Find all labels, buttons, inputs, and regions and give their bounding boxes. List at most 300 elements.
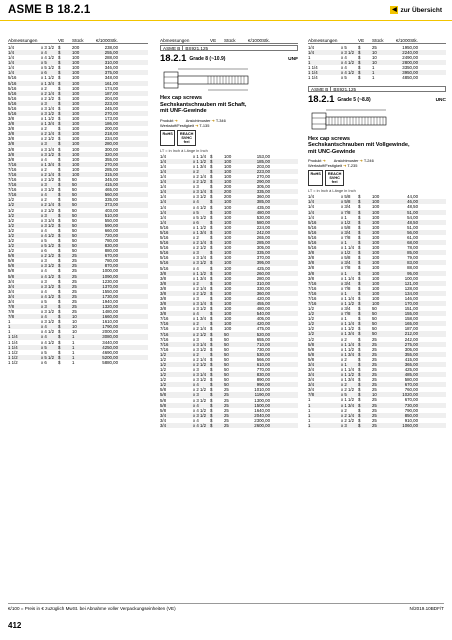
dim-length: x 4 1/2 — [41, 293, 55, 299]
dim-diameter: 3/8 — [8, 121, 15, 127]
price-column-2 — [160, 38, 298, 428]
header-dimensions: Abmessungen — [8, 38, 38, 43]
ve-symbol: $ — [58, 116, 61, 122]
dim-length: x 2 1/2 — [341, 387, 355, 393]
dim-length: x 3/4 — [341, 229, 351, 235]
dim-diameter: 1 — [308, 397, 311, 403]
price: 760,00 — [404, 387, 418, 393]
ve-symbol: $ — [358, 234, 361, 240]
dim-diameter: 1 — [308, 422, 311, 428]
price: 212,00 — [404, 331, 418, 337]
ve-quantity: 100 — [372, 285, 380, 291]
dim-diameter: 3/4 — [8, 278, 15, 284]
ve-quantity: 100 — [72, 136, 80, 142]
price: 3440,00 — [102, 339, 118, 345]
ve-symbol: $ — [358, 346, 361, 352]
dim-length: x 1 3/4 — [193, 316, 207, 322]
standard-tag — [308, 86, 446, 92]
ve-quantity: 100 — [224, 311, 232, 317]
ve-quantity: 100 — [372, 270, 380, 276]
dim-length: x 3 — [193, 392, 199, 398]
dim-length: x 5 1/2 — [41, 65, 55, 71]
desc-line-1: Hex cap screws — [308, 135, 350, 142]
ve-symbol: $ — [58, 268, 61, 274]
ve-quantity: 10 — [72, 314, 77, 320]
ve-quantity: 100 — [72, 111, 80, 117]
back-to-overview-link[interactable] — [390, 6, 442, 14]
dim-length: x 5/8 — [341, 199, 351, 205]
ve-quantity: 100 — [224, 290, 232, 296]
table-row — [160, 423, 298, 428]
price: 670,00 — [404, 382, 418, 388]
material-link[interactable]: Produkt ➜ — [160, 117, 178, 123]
dim-diameter: 5/8 — [308, 351, 315, 357]
price: 187,00 — [104, 90, 118, 96]
dim-length: x 2 1/4 — [41, 171, 55, 177]
ve-symbol: $ — [58, 151, 61, 157]
dim-diameter: 1/4 — [160, 204, 167, 210]
ve-symbol: $ — [358, 387, 361, 393]
ve-symbol: $ — [358, 412, 361, 418]
column-header — [308, 38, 446, 44]
dim-length: x 7/8 — [341, 311, 351, 317]
dim-diameter: 1/4 — [8, 70, 15, 76]
ve-quantity: 100 — [72, 126, 80, 132]
ve-quantity: 100 — [72, 50, 80, 56]
price: 330,00 — [256, 285, 270, 291]
dim-diameter: 1/2 — [160, 367, 167, 373]
ve-quantity: 50 — [72, 243, 77, 249]
price: 540,00 — [256, 311, 270, 317]
ve-symbol: $ — [358, 372, 361, 378]
ve-symbol: $ — [210, 270, 213, 276]
dim-length: x 2 — [193, 321, 199, 327]
ve-quantity: 50 — [224, 336, 229, 342]
price: 510,00 — [104, 212, 118, 218]
dim-diameter: 1/2 — [8, 243, 15, 249]
ve-quantity: 100 — [224, 295, 232, 301]
ve-symbol: $ — [58, 324, 61, 330]
ve-symbol: $ — [358, 255, 361, 261]
price: 345,00 — [104, 177, 118, 183]
ve-quantity: 100 — [372, 199, 380, 205]
price: 310,00 — [104, 60, 118, 66]
ve-symbol: $ — [358, 366, 361, 372]
price: 365,00 — [404, 361, 418, 367]
ve-quantity: 100 — [372, 255, 380, 261]
dim-diameter: 3/8 — [308, 255, 315, 261]
dim-diameter: 5/16 — [8, 95, 17, 101]
dim-diameter: 3/8 — [160, 285, 167, 291]
price: 480,00 — [256, 306, 270, 312]
dim-diameter: 7/16 — [8, 166, 17, 172]
price: 1550,00 — [102, 288, 118, 294]
dim-diameter: 3/8 — [160, 275, 167, 281]
ve-symbol: $ — [210, 311, 213, 317]
price: 270,00 — [104, 161, 118, 167]
ve-symbol: $ — [58, 75, 61, 81]
dim-diameter: 1/2 — [308, 331, 315, 337]
desc-line-2: Sechskantschrauben mit Schaft, — [160, 101, 247, 108]
ve-symbol: $ — [58, 344, 61, 350]
ve-symbol: $ — [58, 309, 61, 315]
dim-length: x 1 — [341, 290, 347, 296]
ve-quantity: 25 — [372, 412, 377, 418]
price: 56,00 — [407, 229, 418, 235]
ve-symbol: $ — [358, 65, 361, 71]
ve-quantity: 200 — [224, 189, 232, 195]
dim-diameter: 1 1/2 — [8, 354, 18, 360]
dim-length: x 3 1/2 — [41, 222, 55, 228]
ve-quantity: 100 — [72, 171, 80, 177]
dim-diameter: 1/4 — [160, 184, 167, 190]
dim-diameter: 1 1/4 — [8, 334, 18, 340]
dim-diameter: 1/2 — [160, 351, 167, 357]
dim-length: x 4 1/2 — [341, 60, 355, 66]
price: 5880,00 — [102, 359, 118, 365]
page-footer — [8, 603, 444, 611]
ve-symbol: $ — [58, 349, 61, 355]
dim-length: x 3 — [41, 212, 47, 218]
ve-quantity: 100 — [224, 321, 232, 327]
dim-diameter: 3/4 — [308, 361, 315, 367]
dim-diameter: 3/8 — [8, 116, 15, 122]
dim-length: x 3 1/4 — [41, 217, 55, 223]
dim-diameter: 5/16 — [308, 229, 317, 235]
price: 530,00 — [256, 351, 270, 357]
ve-symbol: $ — [210, 295, 213, 301]
strength-link[interactable]: Werkstoff/Festigkeit ➜ T-135 — [160, 122, 210, 128]
dim-diameter: 1/2 — [8, 217, 15, 223]
price: 1320,00 — [102, 303, 118, 309]
price: 385,00 — [256, 199, 270, 205]
dim-length: x 1 1/4 — [193, 153, 207, 159]
dim-diameter: 3/4 — [8, 288, 15, 294]
ve-symbol: $ — [58, 334, 61, 340]
ve-symbol: $ — [358, 290, 361, 296]
price: 3350,00 — [402, 65, 418, 71]
dim-diameter: 1/2 — [8, 207, 15, 213]
dim-diameter: 5/16 — [308, 245, 317, 251]
ve-quantity: 100 — [72, 75, 80, 81]
dim-diameter: 1/4 — [160, 158, 167, 164]
sample-link[interactable]: Ansichtmuster ➜ T-246 — [333, 158, 374, 164]
price: 1190,00 — [254, 392, 270, 398]
dim-diameter: 3/8 — [160, 306, 167, 312]
ve-quantity: 10 — [72, 319, 77, 325]
ve-quantity: 100 — [372, 234, 380, 240]
ve-quantity: 50 — [72, 217, 77, 223]
ve-symbol: $ — [58, 171, 61, 177]
ve-symbol: $ — [210, 179, 213, 185]
dim-length: x 5 — [41, 237, 47, 243]
ve-quantity: 25 — [224, 397, 229, 403]
dim-length: x 3 1/2 — [41, 151, 55, 157]
dim-diameter: 3/4 — [160, 422, 167, 428]
price: 290,00 — [256, 179, 270, 185]
dim-length: x 1 1/4 — [341, 321, 355, 327]
ve-quantity: 50 — [72, 232, 77, 238]
dim-diameter: 7/16 — [308, 300, 317, 306]
length-note: LT = in Inch à Länge in Inch — [160, 147, 208, 153]
reach-badge: REACH SVHC frei — [177, 130, 196, 146]
dim-length: x 3 — [193, 367, 199, 373]
ve-quantity: 100 — [72, 161, 80, 167]
ve-symbol: $ — [358, 265, 361, 271]
ve-quantity: 100 — [224, 174, 232, 180]
price: 880,00 — [104, 248, 118, 254]
dim-diameter: 1/2 — [308, 316, 315, 322]
dim-diameter: 7/16 — [8, 161, 17, 167]
ve-symbol: $ — [58, 212, 61, 218]
strength-link[interactable]: Werkstoff/Festigkeit ➜ T-235 — [308, 163, 358, 169]
ve-symbol: $ — [358, 392, 361, 398]
dim-diameter: 3/8 — [160, 290, 167, 296]
ve-symbol: $ — [358, 300, 361, 306]
dim-diameter: 3/8 — [308, 250, 315, 256]
dim-length: x 1 1/2 — [341, 326, 355, 332]
dim-length: x 3 1/4 — [41, 146, 55, 152]
dim-diameter: 1 1/4 — [8, 339, 18, 345]
price: 223,00 — [256, 169, 270, 175]
ve-quantity: 100 — [224, 235, 232, 241]
ve-symbol: $ — [58, 197, 61, 203]
price: 730,00 — [256, 346, 270, 352]
price-table-1 — [8, 45, 148, 365]
dim-length: x 7/8 — [341, 234, 351, 240]
ve-quantity: 50 — [72, 182, 77, 188]
ve-quantity: 50 — [224, 356, 229, 362]
ve-quantity: 100 — [372, 260, 380, 266]
dim-length: x 4 — [41, 334, 47, 340]
dim-diameter: 3/4 — [8, 293, 15, 299]
dim-diameter: 1/4 — [8, 55, 15, 61]
ve-quantity: 25 — [372, 361, 377, 367]
ve-quantity: 100 — [372, 280, 380, 286]
header-unit: Stück — [372, 38, 384, 43]
ve-quantity: 25 — [224, 407, 229, 413]
ve-quantity: 100 — [224, 260, 232, 266]
dim-diameter: 5/16 — [308, 234, 317, 240]
ve-symbol: $ — [58, 288, 61, 294]
dim-length: x 1 — [341, 316, 347, 322]
ve-symbol: $ — [358, 219, 361, 225]
dim-diameter: 1/2 — [308, 311, 315, 317]
price: 186,00 — [104, 121, 118, 127]
dim-length: x 2 — [41, 197, 47, 203]
ve-quantity: 25 — [372, 45, 377, 50]
sample-link[interactable]: Ansichtmuster ➜ T-346 — [185, 117, 226, 123]
price: 2240,00 — [402, 50, 418, 56]
ve-quantity: 100 — [224, 158, 232, 164]
dim-length: x 5 1/2 — [193, 214, 207, 220]
dim-length: x 5/8 — [341, 194, 351, 200]
ve-symbol: $ — [210, 341, 213, 347]
price: 44,00 — [407, 194, 418, 200]
price: 415,00 — [104, 182, 118, 188]
dim-length: x 2 1/2 — [193, 387, 207, 393]
ve-quantity: 25 — [72, 288, 77, 294]
dim-diameter: 1/2 — [8, 232, 15, 238]
ve-quantity: 50 — [224, 361, 229, 367]
dim-diameter: 1 1/4 — [308, 70, 318, 76]
price: 415,00 — [404, 356, 418, 362]
ve-quantity: 1 — [72, 344, 75, 350]
ve-quantity: 100 — [372, 214, 380, 220]
ve-quantity: 100 — [72, 80, 80, 86]
ve-symbol: $ — [210, 361, 213, 367]
ve-symbol: $ — [210, 214, 213, 220]
header-price: €/1000Stk. — [396, 38, 418, 43]
price: 425,00 — [404, 366, 418, 372]
price: 373,00 — [104, 202, 118, 208]
dim-diameter: 1/4 — [160, 194, 167, 200]
dim-length: x 1 — [341, 214, 347, 220]
dim-diameter: 1/2 — [308, 321, 315, 327]
header-unit: Stück — [72, 38, 84, 43]
price: 1300,00 — [254, 397, 270, 403]
dim-diameter: 1/4 — [8, 60, 15, 66]
ve-symbol: $ — [210, 346, 213, 352]
dim-diameter: 1 — [8, 324, 11, 330]
price: 1640,00 — [254, 407, 270, 413]
ve-quantity: 25 — [372, 417, 377, 423]
dim-length: x 3/4 — [341, 306, 351, 312]
ve-symbol: $ — [210, 204, 213, 210]
price: 54,00 — [407, 214, 418, 220]
compliance-badges — [160, 130, 298, 146]
dim-diameter: 1 — [308, 402, 311, 408]
ve-symbol: $ — [358, 229, 361, 235]
ve-quantity: 50 — [72, 207, 77, 213]
price: 285,00 — [104, 166, 118, 172]
ve-quantity: 100 — [224, 326, 232, 332]
dim-diameter: 5/16 — [308, 219, 317, 225]
price: 870,00 — [104, 263, 118, 269]
ve-quantity: 10 — [372, 60, 377, 66]
price: 1950,00 — [402, 45, 418, 50]
ve-symbol: $ — [58, 263, 61, 269]
ve-quantity: 25 — [224, 417, 229, 423]
ve-quantity: 25 — [72, 273, 77, 279]
price: 310,00 — [256, 280, 270, 286]
dim-diameter: 1/4 — [308, 209, 315, 215]
dim-length: x 2 1/4 — [193, 356, 207, 362]
ve-quantity: 100 — [372, 295, 380, 301]
price: 48,50 — [407, 219, 418, 225]
price: 88,00 — [407, 265, 418, 271]
dim-diameter: 7/16 — [8, 187, 17, 193]
price: 68,00 — [407, 240, 418, 246]
header-dimensions: Abmessungen — [308, 38, 338, 43]
dim-diameter: 3/8 — [160, 301, 167, 307]
ve-symbol: $ — [210, 240, 213, 246]
ve-quantity: 100 — [224, 245, 232, 251]
ve-symbol: $ — [58, 217, 61, 223]
dim-diameter: 5/16 — [8, 75, 17, 81]
ve-quantity: 100 — [372, 204, 380, 210]
ve-quantity: 100 — [224, 204, 232, 210]
dim-diameter: 1/4 — [160, 163, 167, 169]
dim-length: x 3 1/4 — [193, 255, 207, 261]
dim-length: x 2 1/2 — [193, 245, 207, 251]
ve-quantity: 10 — [72, 329, 77, 335]
ve-symbol: $ — [58, 202, 61, 208]
dim-length: x 3 — [41, 258, 47, 264]
ve-quantity: 25 — [224, 387, 229, 393]
ve-quantity: 100 — [72, 90, 80, 96]
dim-length: x 1 1/2 — [41, 75, 55, 81]
back-label: zur Übersicht — [400, 6, 442, 14]
price: 48,50 — [407, 204, 418, 210]
dim-diameter: 5/8 — [308, 356, 315, 362]
dim-length: x 1 3/4 — [341, 331, 355, 337]
column-header — [8, 38, 148, 44]
ve-symbol: $ — [210, 407, 213, 413]
dim-length: x 1 1/2 — [41, 116, 55, 122]
ve-symbol: $ — [210, 153, 213, 159]
dim-diameter: 3/4 — [160, 417, 167, 423]
ve-symbol: $ — [58, 70, 61, 76]
ve-quantity: 50 — [72, 177, 77, 183]
price: 238,00 — [104, 45, 118, 50]
ve-quantity: 50 — [72, 202, 77, 208]
ve-quantity: 25 — [72, 263, 77, 269]
price: 1940,00 — [102, 298, 118, 304]
dim-diameter: 1 1/4 — [308, 75, 318, 81]
dim-diameter: 1/2 — [160, 372, 167, 378]
product-description — [308, 136, 446, 156]
dim-diameter: 1/2 — [308, 336, 315, 342]
ve-symbol: $ — [358, 397, 361, 403]
dim-diameter: 7/16 — [160, 316, 169, 322]
price-column-3 — [308, 38, 446, 428]
ve-symbol: $ — [358, 306, 361, 312]
price: 1370,00 — [102, 283, 118, 289]
ve-quantity: 100 — [72, 65, 80, 71]
ve-quantity: 100 — [224, 275, 232, 281]
dim-diameter: 7/16 — [160, 346, 169, 352]
product-standard: 18.2.1 — [160, 53, 187, 64]
dim-diameter: 1/4 — [308, 194, 315, 200]
dim-length: x 4 1/2 — [341, 70, 355, 76]
material-link[interactable]: Produkt ➜ — [308, 158, 326, 164]
ve-quantity: 50 — [72, 197, 77, 203]
dim-length: x 4 — [193, 417, 199, 423]
ve-symbol: $ — [58, 126, 61, 132]
dim-diameter: 3/4 — [308, 377, 315, 383]
dim-diameter: 5/16 — [8, 105, 17, 111]
price: 265,00 — [256, 235, 270, 241]
price: 3950,00 — [402, 70, 418, 76]
dim-diameter: 3/8 — [308, 275, 315, 281]
dim-length: x 1 3/4 — [193, 229, 207, 235]
ve-symbol: $ — [358, 422, 361, 428]
ve-quantity: 100 — [224, 179, 232, 185]
ve-symbol: $ — [210, 367, 213, 373]
dim-diameter: 3/4 — [8, 283, 15, 289]
ve-symbol: $ — [58, 207, 61, 213]
dim-diameter: 1/2 — [8, 237, 15, 243]
price-table-3a — [308, 45, 446, 81]
price: 580,00 — [404, 377, 418, 383]
ve-quantity: 25 — [224, 422, 229, 428]
ve-quantity: 100 — [224, 280, 232, 286]
ve-quantity: 100 — [224, 229, 232, 235]
ve-quantity: 100 — [72, 156, 80, 162]
ve-symbol: $ — [58, 339, 61, 345]
dim-length: x 4 1/2 — [193, 204, 207, 210]
